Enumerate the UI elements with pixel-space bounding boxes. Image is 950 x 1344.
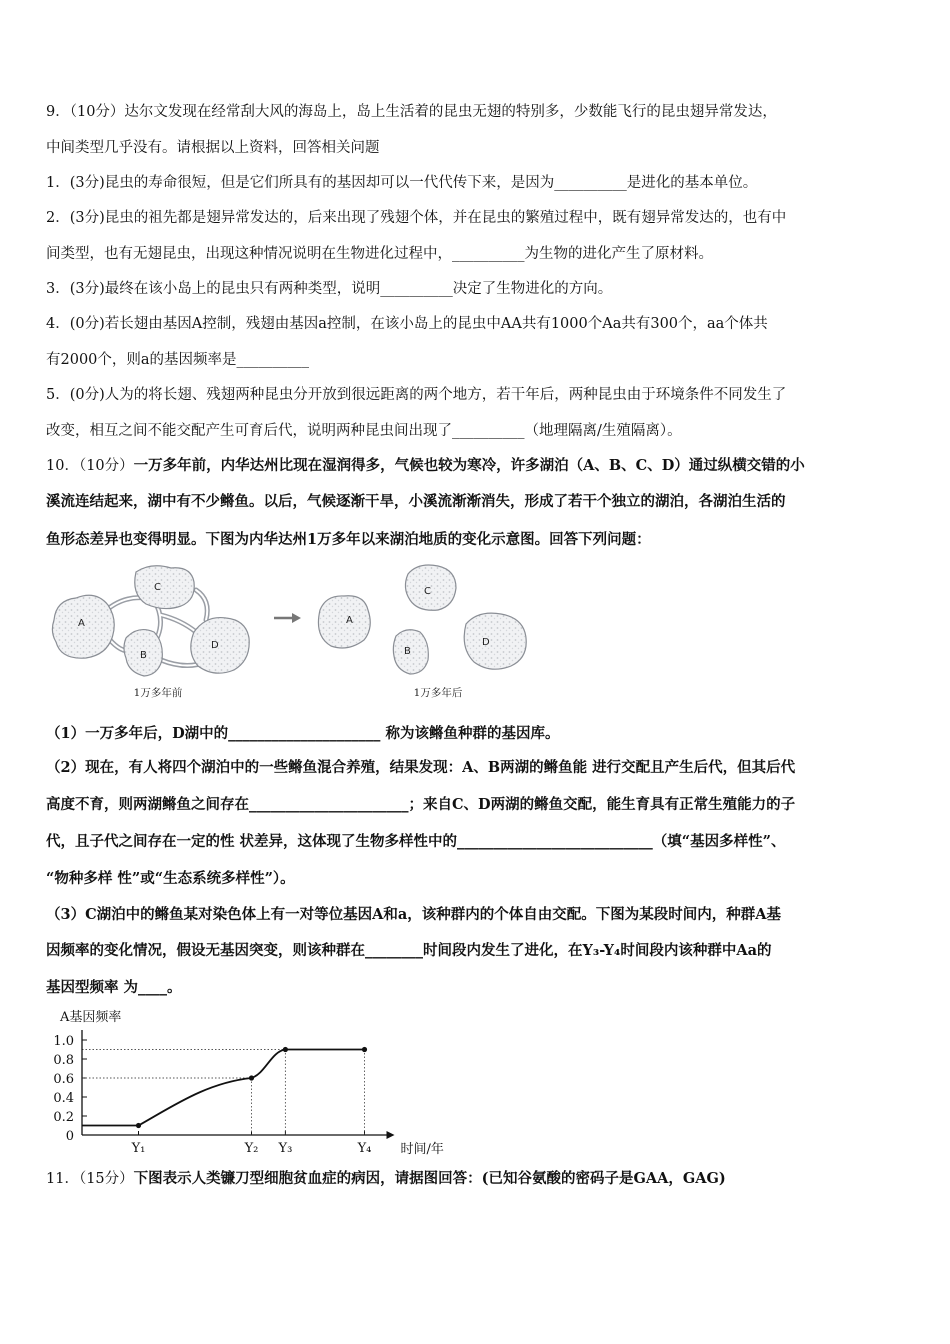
x-tick-label: Y₂ [244, 1141, 259, 1156]
q9-header-cont: 中间类型几乎没有。请根据以上资料，回答相关问题 [46, 140, 380, 156]
chart-point [283, 1047, 288, 1052]
lake-d-after [464, 613, 526, 669]
chart-x-arrowhead [387, 1131, 395, 1139]
transition-arrow [274, 613, 301, 623]
y-tick-label: 0.6 [53, 1072, 74, 1087]
lake-diagram [46, 560, 536, 705]
q10-line1-text: 一万多年前，内华达州比现在湿润得多，气候也较为寒冷，许多湖泊（A、B、C、D）通过纵横交错的小 [133, 457, 805, 474]
q9-sub4a: 4．(0分)若长翅由基因A控制，残翅由基因a控制，在该小岛上的昆虫中AA共有1000个Aa共有300个，aa个体共 [46, 316, 768, 332]
chart-point [249, 1075, 254, 1080]
lake-label-b-after: B [404, 646, 411, 657]
lake-label-c-before: C [154, 582, 161, 593]
q10-part1: （1）一万多年后，D湖中的_____________________ 称为该鳉鱼种群的基因库。 [46, 725, 560, 742]
lakes-before [52, 566, 249, 699]
q10-part2a: （2）现在，有人将四个湖泊中的一些鳉鱼混合养殖，结果发现：A、B两湖的鳉鱼能 进行交配且产生后代，但其后代 [46, 759, 796, 776]
q9-sub1: 1．(3分)昆虫的寿命很短，但是它们所具有的基因却可以一代代传下来，是因为__________是进化的基本单位。 [46, 175, 758, 191]
lake-label-c-after: C [424, 586, 431, 597]
chart-point [362, 1047, 367, 1052]
q9-header: 9．（10分）达尔文发现在经常刮大风的海岛上，岛上生活着的昆虫无翅的特别多，少数能飞行的昆虫翅异常发达， [46, 104, 777, 120]
lake-label-b-before: B [140, 650, 147, 661]
q9-sub2a: 2．(3分)昆虫的祖先都是翅异常发达的，后来出现了残翅个体，并在昆虫的繁殖过程中，既有翅异常发达的，也有中 [46, 210, 787, 226]
q10-part3a: （3）C湖泊中的鳉鱼某对染色体上有一对等位基因A和a，该种群内的个体自由交配。下图为某段时间内，种群A基 [46, 906, 782, 923]
x-tick-label: Y₁ [131, 1141, 146, 1156]
chart-series-line [82, 1050, 365, 1126]
q10-line3: 鱼形态差异也变得明显。下图为内华达州1万多年以来湖泊地质的变化示意图。回答下列问题： [46, 531, 651, 548]
q11-line [46, 1169, 914, 1189]
y-tick-label: 0 [65, 1129, 74, 1144]
lakes-after [318, 565, 526, 699]
lake-a-after [318, 596, 370, 648]
lake-label-d-after: D [482, 637, 490, 648]
lake-label-a-before: A [78, 618, 85, 629]
caption-after: 1万多年后 [413, 687, 463, 699]
chart-points [136, 1047, 367, 1128]
x-tick-label: Y₄ [357, 1141, 372, 1156]
q10-part2d: “物种多样 性”或“生态系统多样性”）。 [46, 870, 295, 887]
y-tick-label: 0.8 [53, 1053, 74, 1068]
q10-part3b: 因频率的变化情况，假设无基因突变，则该种群在________时间段内发生了进化，在Y₃-Y₄时间段内该种群中Aa的 [46, 942, 772, 959]
q10-line1 [46, 456, 914, 476]
q9-sub5b: 改变，相互之间不能交配产生可育后代，说明两种昆虫间出现了__________（地理隔离/生殖隔离）。 [46, 423, 682, 439]
chart-point [136, 1123, 141, 1128]
caption-before: 1万多年前 [133, 687, 183, 699]
q11-number: 11．（15分） [46, 1171, 134, 1187]
y-tick-label: 0.2 [53, 1110, 74, 1125]
q9-sub4b: 有2000个，则a的基因频率是__________ [46, 352, 310, 368]
chart-guide-lines [82, 1050, 365, 1136]
y-tick-label: 0.4 [53, 1091, 74, 1106]
q10-part2b: 高度不育，则两湖鳉鱼之间存在______________________；来自C、D两湖的鳉鱼交配，能生育具有正常生殖能力的子 [46, 796, 796, 813]
lake-label-d-before: D [211, 640, 219, 651]
lake-c-before [135, 566, 194, 609]
q10-part3c: 基因型频率 为____。 [46, 979, 182, 996]
q9-sub3: 3．(3分)最终在该小岛上的昆虫只有两种类型，说明__________决定了生物进化的方向。 [46, 281, 613, 297]
gene-frequency-chart [40, 1005, 460, 1160]
q9-sub2b: 间类型，也有无翅昆虫，出现这种情况说明在生物进化过程中，__________为生物的进化产生了原材料。 [46, 246, 713, 262]
q10-number: 10．（10分） [46, 458, 134, 474]
q10-part2c: 代，且子代之间存在一定的性 状差异，这体现了生物多样性中的___________________________（填“基因多样性”、 [46, 833, 786, 850]
x-tick-label: Y₃ [278, 1141, 293, 1156]
q9-sub5a: 5．(0分)人为的将长翅、残翅两种昆虫分开放到很远距离的两个地方，若干年后，两种昆虫由于环境条件不同发生了 [46, 387, 787, 403]
lake-label-a-after: A [346, 615, 353, 626]
y-tick-label: 1.0 [53, 1034, 74, 1049]
lake-d-before [191, 618, 249, 674]
q10-line2: 溪流连结起来，湖中有不少鳉鱼。以后，气候逐渐干旱，小溪流渐渐消失，形成了若干个独立的湖泊，各湖泊生活的 [46, 493, 786, 510]
chart-x-axis-label: 时间/年 [400, 1142, 444, 1157]
q11-text: 下图表示人类镰刀型细胞贫血症的病因，请据图回答：(已知谷氨酸的密码子是GAA，GAG) [133, 1170, 726, 1187]
chart-y-axis-label: A基因频率 [60, 1010, 122, 1025]
